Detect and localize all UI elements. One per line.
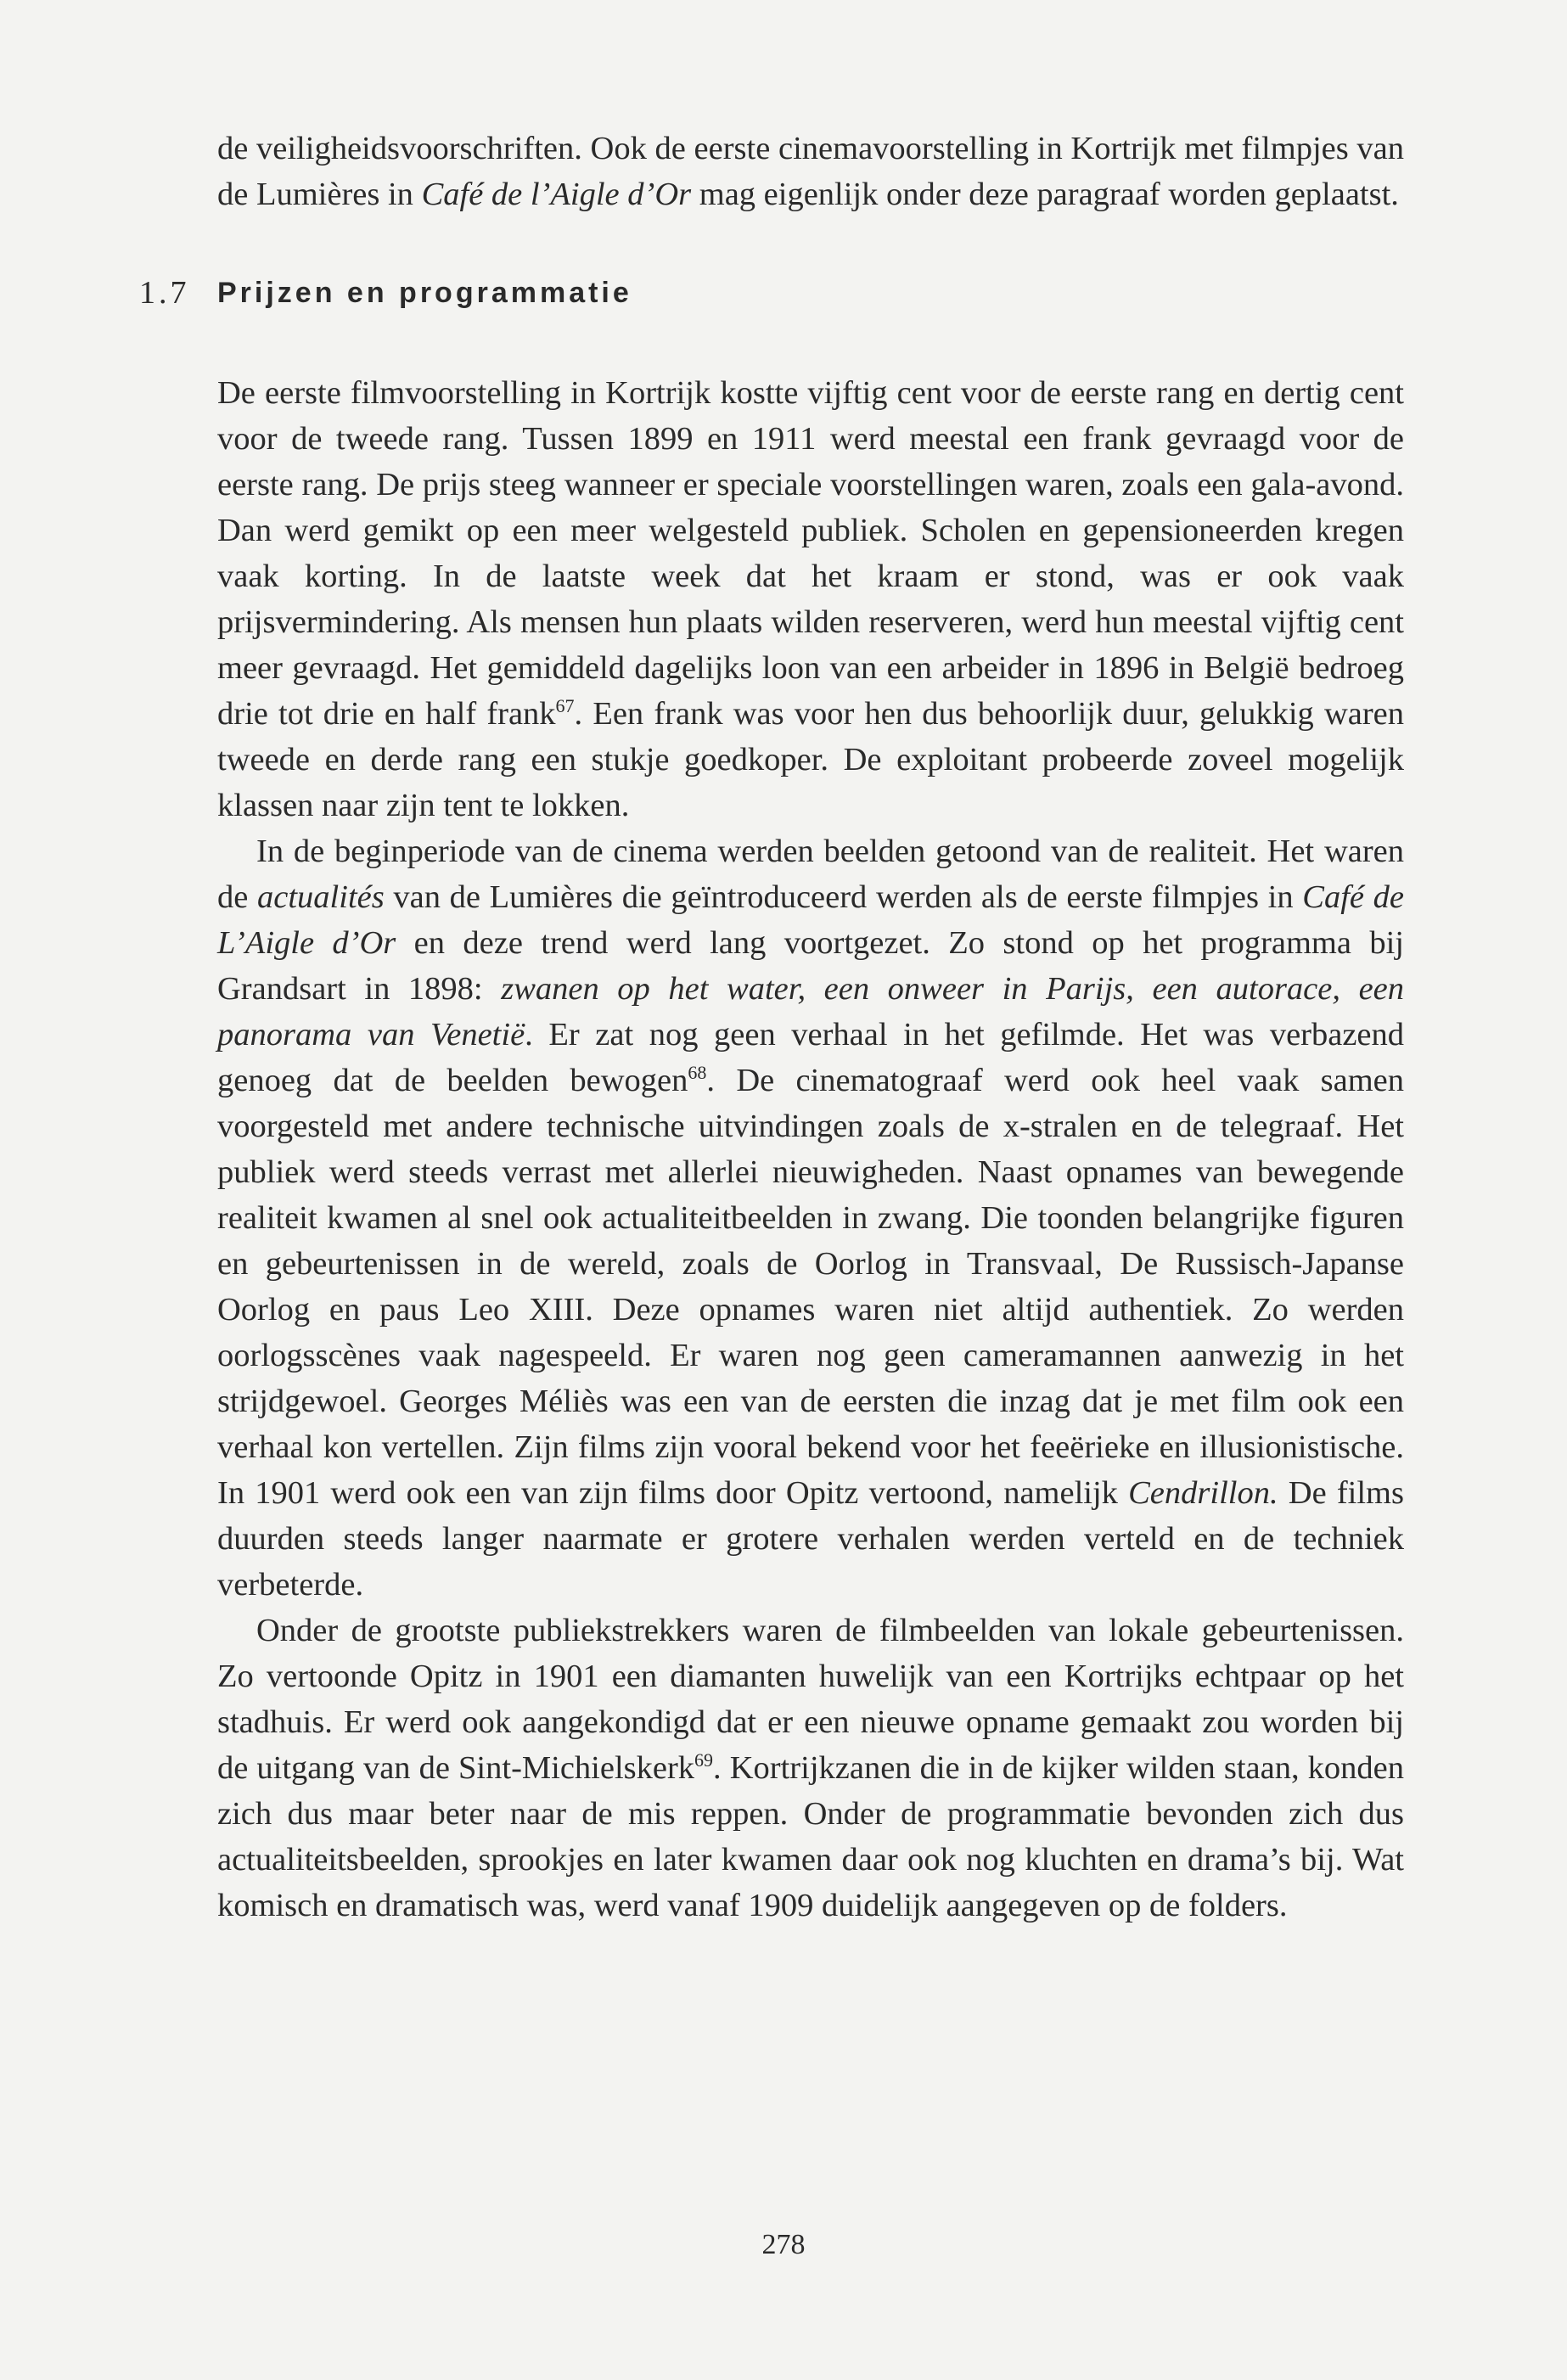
paragraph-1-text-1: De eerste filmvoorstelling in Kortrijk kostte vijftig cent voor de eerste rang en dertig cent voor de tweede rang. Tussen 1899 en 1911 werd meestal een frank gevraagd voor de eerste rang. De prijs steeg wanneer er speciale voorstellingen waren, zoals een gala-avond. Dan werd gemikt op een meer welgesteld publiek. Scholen en gepensioneerden kregen vaak korting. In de laatste week dat het kraam er stond, was er ook vaak prijsvermindering. Als mensen hun plaats wilden reserveren, werd hun meestal vijftig cent meer gevraagd. Het gemiddeld dagelijks loon van een arbeider in 1896 in België bedroeg drie tot drie en half frank xyxy=(217,375,1404,732)
paragraph-2-text-4: . Er zat nog geen verhaal in het gefilmde. Het was verbazend genoeg dat de beelden bewogen xyxy=(217,1017,1404,1098)
footnote-ref-69: 69 xyxy=(694,1749,714,1771)
paragraph-2-italic-1: actualités xyxy=(257,879,385,915)
opening-text-1: de veiligheidsvoorschriften. Ook de eerste cinemavoorstelling in Kortrijk met filmpjes van de Lumières in xyxy=(217,131,1404,212)
section-number: 1.7 xyxy=(139,275,190,311)
footnote-ref-67: 67 xyxy=(555,695,575,717)
paragraph-3-text-1: Onder de grootste publiekstrekkers waren de filmbeelden van lokale gebeurtenissen. Zo vertoonde Opitz in 1901 een diamanten huwelijk van een Kortrijks echtpaar op het stadhuis. Er werd ook aangekondigd dat er een nieuwe opname gemaakt zou worden bij de uitgang van de Sint-Michielskerk xyxy=(217,1613,1404,1786)
paragraph-2-text-1: In de beginperiode van de cinema werden beelden getoond van de realiteit. Het waren de xyxy=(217,834,1404,915)
page-body xyxy=(139,126,1404,1928)
opening-italic-1: Café de l’Aigle d’Or xyxy=(421,177,692,212)
paragraph-1-text-2: . Een frank was voor hen dus behoorlijk duur, gelukkig waren tweede en derde rang een stukje goedkoper. De exploitant probeerde zoveel mogelijk klassen naar zijn tent te lokken. xyxy=(217,696,1404,823)
paragraph-programming xyxy=(217,828,1404,1608)
paragraph-2-text-3: en deze trend werd lang voortgezet. Zo stond op het programma bij Grandsart in 1898: xyxy=(217,925,1404,1007)
page-number: 278 xyxy=(761,2229,806,2260)
paragraph-local-events xyxy=(217,1608,1404,1928)
opening-paragraph xyxy=(217,126,1404,217)
paragraph-prices xyxy=(217,370,1404,828)
footnote-ref-68: 68 xyxy=(688,1062,707,1084)
section-title: Prijzen en programmatie xyxy=(217,277,632,309)
paragraph-3-text-2: . Kortrijkzanen die in de kijker wilden staan, konden zich dus maar beter naar de mis reppen. Onder de programmatie bevonden zich dus actualiteitsbeelden, sprookjes en later kwamen daar ook nog kluchten en drama’s bij. Wat komisch en dramatisch was, werd vanaf 1909 duidelijk aangegeven op de folders. xyxy=(217,1750,1404,1923)
paragraph-2-italic-2: Café de L’Aigle d’Or xyxy=(217,879,1404,961)
opening-text-2: mag eigenlijk onder deze paragraaf worden geplaatst. xyxy=(691,177,1399,212)
paragraph-2-italic-4: Cendrillon. xyxy=(1128,1475,1278,1511)
paragraph-2-text-2: van de Lumières die geïntroduceerd werden als de eerste filmpjes in xyxy=(384,879,1303,915)
paragraph-2-italic-3: zwanen op het water, een onweer in Parijs, een autorace, een panorama van Venetië xyxy=(217,971,1404,1052)
paragraph-2-text-6: De films duurden steeds langer naarmate er grotere verhalen werden verteld en de techniek verbeterde. xyxy=(217,1475,1404,1603)
section-heading xyxy=(139,270,1404,316)
paragraph-2-text-5: . De cinematograaf werd ook heel vaak samen voorgesteld met andere technische uitvindingen zoals de x-stralen en de telegraaf. Het publiek werd steeds verrast met allerlei nieuwigheden. Naast opnames van bewegende realiteit kwamen al snel ook actualiteitbeelden in zwang. Die toonden belangrijke figuren en gebeurtenissen in de wereld, zoals de Oorlog in Transvaal, De Russisch-Japanse Oorlog en paus Leo XIII. Deze opnames waren niet altijd authentiek. Zo werden oorlogsscènes vaak nagespeeld. Er waren nog geen cameramannen aanwezig in het strijdgewoel. Georges Méliès was een van de eersten die inzag dat je met film ook een verhaal kon vertellen. Zijn films zijn vooral bekend voor het feeërieke en illusionistische. In 1901 werd ook een van zijn films door Opitz vertoond, namelijk xyxy=(217,1063,1404,1511)
